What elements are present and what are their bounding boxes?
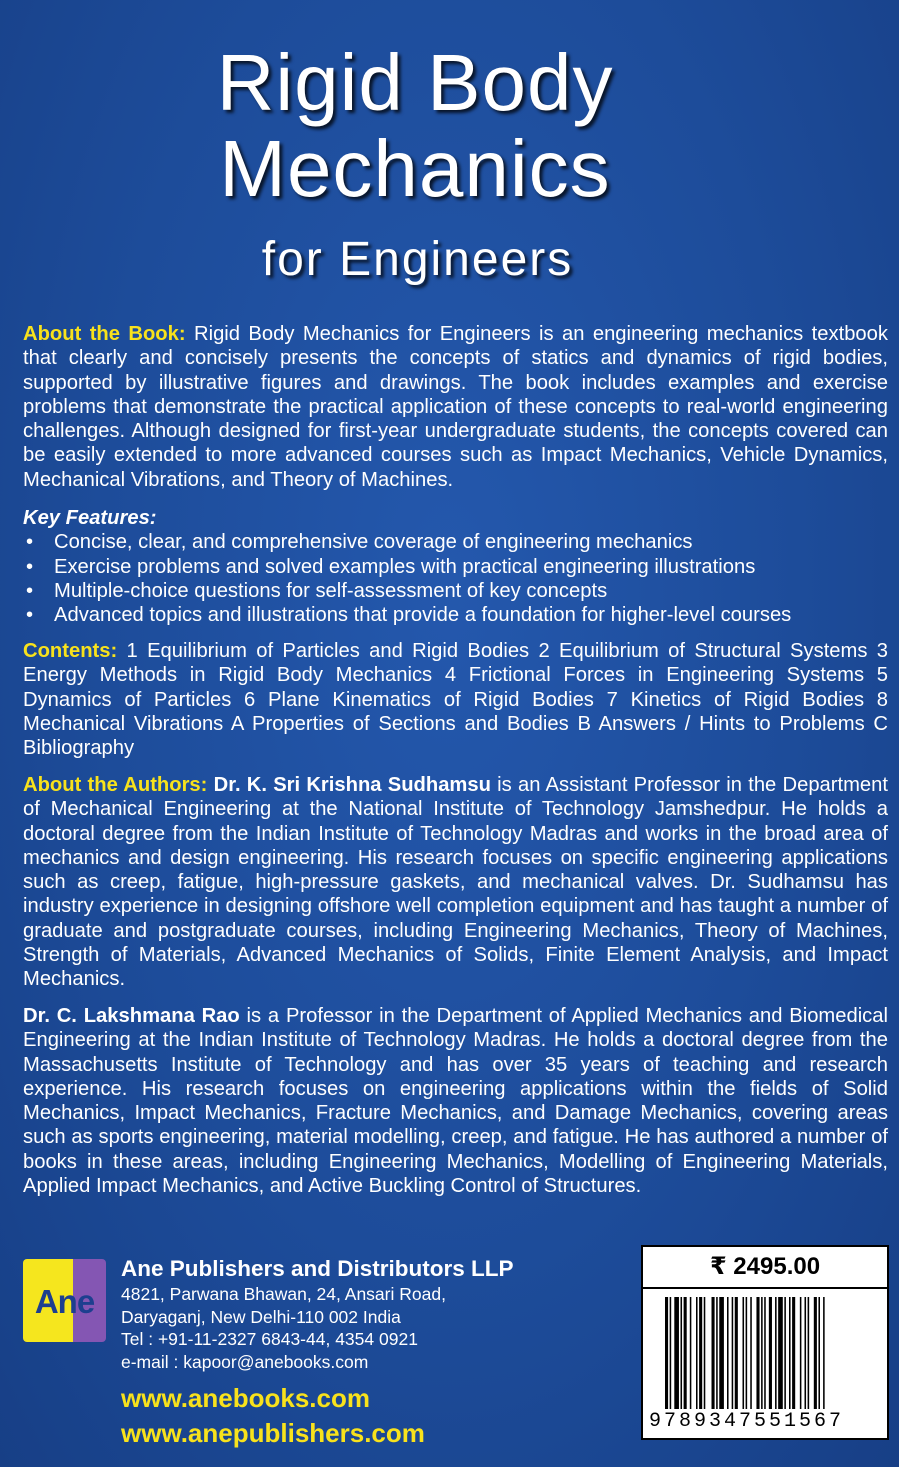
publisher-email: e-mail : kapoor@anebooks.com	[121, 1351, 369, 1372]
barcode-bar	[727, 1297, 729, 1409]
about-authors-section	[23, 773, 888, 992]
barcode-bar	[746, 1297, 748, 1409]
about-book-text: Rigid Body Mechanics for Engineers is an engineering mechanics textbook that clearly and concisely presents the concepts of statics and dynamics of rigid bodies, supported by illustrative figures and drawings. The book includes examples and exercise problems that demonstrate the practical application of these concepts to real-world engineering challenges. Although designed for first-year undergraduate students, the concepts covered can be easily extended to more advanced courses such as Impact Mechanics, Vehicle Dynamics, Mechanical Vibrations, and Theory of Machines.	[23, 323, 888, 491]
barcode-bar	[789, 1297, 791, 1409]
barcode-bar	[699, 1297, 702, 1409]
title-line-1: Rigid Body	[216, 38, 614, 127]
author2-section	[23, 1004, 888, 1198]
publisher-address-2: Daryaganj, New Delhi-110 002 India	[121, 1306, 401, 1327]
contents-section	[23, 639, 888, 760]
website-link-1[interactable]: www.anebooks.com	[121, 1383, 370, 1413]
publisher-address-1: 4821, Parwana Bhawan, 24, Ansari Road,	[121, 1284, 446, 1304]
barcode-bar	[808, 1297, 810, 1409]
publisher-telephone: Tel : +91-11-2327 6843-44, 4354 0921	[121, 1329, 418, 1349]
barcode-bar	[792, 1297, 795, 1409]
website-link-2[interactable]: www.anepublishers.com	[121, 1418, 425, 1448]
barcode-bar	[712, 1297, 715, 1409]
barcode-bar	[775, 1297, 777, 1409]
key-features-section	[23, 506, 888, 627]
publisher-logo	[23, 1259, 106, 1342]
author2-bio: is a Professor in the Department of Applied Mechanics and Biomedical Engineering at the Indian Institute of Technology Madras. He holds a doctoral degree from the Massachusetts Institute of Technology and has over 35 years of teaching and research experience. His research focuses on engineering applications within the fields of Solid Mechanics, Impact Mechanics, Fracture Mechanics, and Damage Mechanics, covering areas such as sports engineering, material modelling, creep, and fatigue. He has authored a number of books in these areas, including Engineering Mechanics, Modelling of Engineering Materials, Applied Impact Mechanics, and Active Buckling Control of Structures.	[23, 1005, 888, 1198]
barcode-bar	[818, 1297, 820, 1409]
isbn-digits: 9789347551567	[649, 1410, 845, 1433]
barcode-bar	[743, 1297, 745, 1409]
barcode-bar	[684, 1297, 687, 1409]
contents-heading: Contents:	[23, 640, 118, 662]
barcode-bar	[823, 1297, 825, 1409]
author2-name: Dr. C. Lakshmana Rao	[23, 1005, 240, 1027]
barcode-icon	[665, 1297, 875, 1409]
price-label: ₹ 2495.00	[643, 1247, 887, 1289]
barcode-bar	[769, 1297, 772, 1409]
barcode-bar	[696, 1297, 698, 1409]
barcode-bar	[681, 1297, 683, 1409]
barcode-bar	[778, 1297, 783, 1409]
author1-name: Dr. K. Sri Krishna Sudhamsu	[207, 774, 491, 796]
feature-item: • Exercise problems and solved examples with practical engineering illustrations	[23, 555, 888, 579]
publisher-name: Ane Publishers and Distributors LLP	[121, 1256, 514, 1281]
logo-text: Ane	[34, 1283, 95, 1320]
barcode-bar	[732, 1297, 734, 1409]
barcode-bar	[704, 1297, 706, 1409]
about-book-section	[23, 322, 888, 492]
barcode-bar	[665, 1297, 668, 1409]
barcode-box	[641, 1245, 889, 1440]
about-book-heading: About the Book:	[23, 323, 186, 345]
barcode-bar	[690, 1297, 692, 1409]
barcode-bar	[761, 1297, 763, 1409]
barcode-bar	[670, 1297, 672, 1409]
author1-bio: is an Assistant Professor in the Department of Mechanical Engineering at the National Institute of Technology Jamshedpur. He holds a doctoral degree from the Indian Institute of Technology Madras and works in the broad area of mechanics and design engineering. His research focuses on specific engineering applications such as creep, fatigue, high-pressure gaskets, and mechanical valves. Dr. Sudhamsu has industry experience in designing offshore well completion equipment and has taught a number of graduate and postgraduate courses, including Engineering Mechanics, Theory of Machines, Strength of Materials, Advanced Mechanics of Solids, Finite Element Analysis, and Impact Mechanics.	[23, 774, 888, 991]
barcode-bar	[800, 1297, 802, 1409]
subtitle: for Engineers	[261, 233, 574, 286]
barcode-bar	[805, 1297, 807, 1409]
barcode-bar	[674, 1297, 679, 1409]
barcode-bar	[716, 1297, 718, 1409]
key-features-heading: Key Features:	[23, 507, 157, 529]
barcode-bar	[784, 1297, 786, 1409]
publisher-info	[121, 1255, 591, 1373]
feature-item: • Advanced topics and illustrations that provide a foundation for higher-level courses	[23, 603, 888, 627]
title-line-2: Mechanics	[219, 124, 611, 213]
barcode-bar	[756, 1297, 759, 1409]
barcode-bar	[750, 1297, 752, 1409]
contents-text: 1 Equilibrium of Particles and Rigid Bodies 2 Equilibrium of Structural Systems 3 Energy Methods in Rigid Body Mechanics 4 Frictional Forces in Engineering Systems 5 Dynamics of Particles 6 Plane Kinematics of Rigid Bodies 7 Kinetics of Rigid Bodies 8 Mechanical Vibrations A Properties of Sections and Bodies B Answers / Hints to Problems C Bibliography	[23, 640, 888, 760]
barcode-bar	[814, 1297, 817, 1409]
feature-item: • Concise, clear, and comprehensive coverage of engineering mechanics	[23, 530, 888, 554]
barcode-bar	[735, 1297, 738, 1409]
barcode-bar	[719, 1297, 724, 1409]
feature-list	[23, 530, 888, 627]
about-authors-heading: About the Authors:	[23, 774, 208, 796]
barcode-bar	[764, 1297, 766, 1409]
feature-item: • Multiple-choice questions for self-assessment of key concepts	[23, 579, 888, 603]
title-block	[0, 40, 830, 212]
